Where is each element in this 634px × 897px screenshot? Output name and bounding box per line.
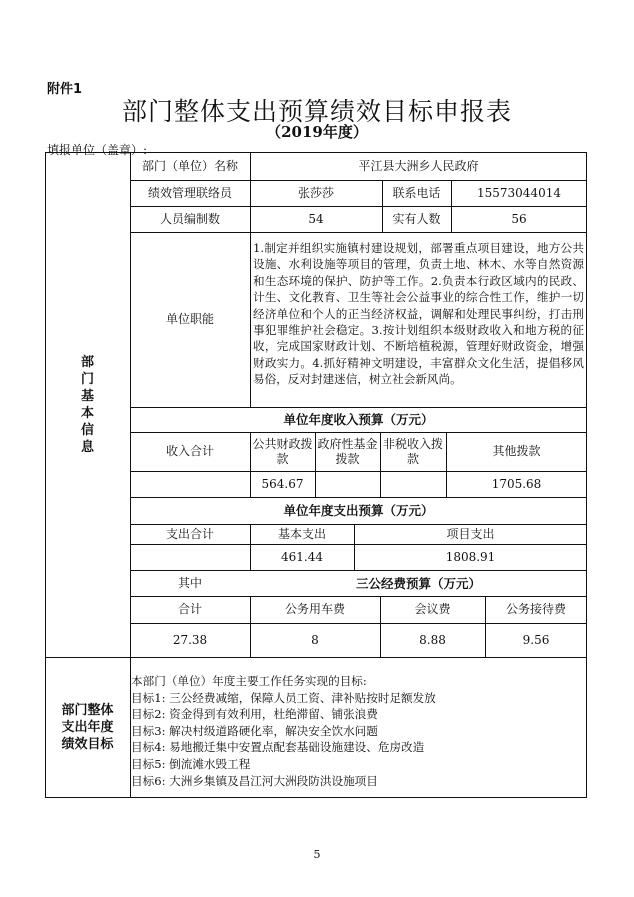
page-number: 5 — [313, 848, 321, 861]
filler-label: 填报单位（盖章）: — [47, 143, 148, 157]
dept-name-label: 部门（单位）名称 — [141, 158, 238, 173]
goal-item: 目标2: 资金得到有效利用，杜绝滞留、铺张浪费 — [131, 707, 378, 722]
income-other-label: 其他拨款 — [492, 444, 541, 458]
goal-item: 目标5: 倒流滩水毁工程 — [131, 756, 251, 771]
goal-item: 目标6: 大洲乡集镇及昌江河大洲段防洪设施项目 — [131, 773, 378, 788]
side-label-basic-info: 部 门 基 本 信 息 — [80, 354, 94, 455]
three-total-value: 27.38 — [172, 632, 208, 647]
staff-quota-label: 人员编制数 — [159, 211, 220, 226]
among-label: 其中 — [177, 575, 202, 590]
attachment-label: 附件1 — [47, 82, 83, 97]
dept-name-value: 平江县大洲乡人民政府 — [358, 158, 479, 173]
goal-item: 目标3: 解决村级道路硬化率，解决安全饮水问题 — [131, 723, 378, 738]
expense-project-label: 项目支出 — [446, 526, 495, 541]
side-label-performance-goals: 部门整体 支出年度 绩效目标 — [61, 703, 114, 752]
expense-basic-value: 461.44 — [281, 549, 323, 564]
three-reception-label: 公务接待费 — [505, 602, 566, 616]
expense-total-label: 支出合计 — [165, 526, 214, 541]
income-budget-header: 单位年度收入预算（万元） — [283, 412, 434, 427]
three-car-label: 公务用车费 — [284, 602, 345, 616]
staff-actual-value: 56 — [511, 211, 527, 226]
contact-value: 张莎莎 — [297, 185, 334, 200]
income-fund-label: 政府性基金拨款 — [317, 436, 378, 466]
duty-label: 单位职能 — [165, 312, 214, 326]
income-total-label: 收入合计 — [165, 444, 214, 458]
income-public-value: 564.67 — [261, 476, 304, 491]
phone-label: 联系电话 — [392, 185, 441, 200]
three-public-budget-header: 三公经费预算（万元） — [355, 575, 481, 591]
income-nontax-label: 非税收入拨款 — [382, 436, 443, 466]
goals-list — [131, 673, 581, 789]
staff-quota-value: 54 — [308, 211, 324, 226]
three-car-value: 8 — [311, 632, 319, 647]
duty-text: 1.制定并组织实施镇村建设规划，部署重点项目建设，地方公共设施、水利设施等项目的管理，负责土地、林木、水等自然资源和生态环境的保护、防护等工作。2.负责本行政区域内的民政、计生、文化教育、卫生等社会公益事业的综合性工作，维护一切经济单位和个人的正当经济权益，调解和处理民事纠纷，打击刑事犯罪维护社会稳定。3.按计划组织本级财政收入和地方税的征收，完成国家财政计划、不断培植税源，管理好财政资金，增强财政实力。4.抓好精神文明建设，丰富群众文化生活，提倡移风易俗，反对封建迷信，树立社会新风尚。 — [253, 241, 584, 387]
three-reception-value: 9.56 — [522, 632, 550, 647]
expense-project-value: 1808.91 — [445, 549, 496, 564]
year-subtitle: （2019年度） — [266, 123, 368, 141]
goal-item: 目标4: 易地搬迁集中安置点配套基础设施建设、危房改造 — [131, 740, 425, 755]
three-meeting-label: 会议费 — [414, 602, 451, 616]
goals-intro: 本部门（单位）年度主要工作任务实现的目标: — [131, 674, 367, 688]
contact-label: 绩效管理联络员 — [147, 185, 232, 200]
expense-basic-label: 基本支出 — [277, 526, 326, 541]
goal-item: 目标1: 三公经费减缩，保障人员工资、津补贴按时足额发放 — [131, 690, 436, 705]
staff-actual-label: 实有人数 — [392, 211, 441, 226]
phone-value: 15573044014 — [477, 185, 561, 200]
three-total-label: 合计 — [177, 602, 202, 616]
three-meeting-value: 8.88 — [419, 632, 446, 647]
income-public-label: 公共财政拨款 — [252, 436, 313, 466]
page-title: 部门整体支出预算绩效目标申报表 — [121, 97, 512, 126]
income-other-value: 1705.68 — [491, 476, 542, 491]
expense-budget-header: 单位年度支出预算（万元） — [283, 503, 434, 518]
